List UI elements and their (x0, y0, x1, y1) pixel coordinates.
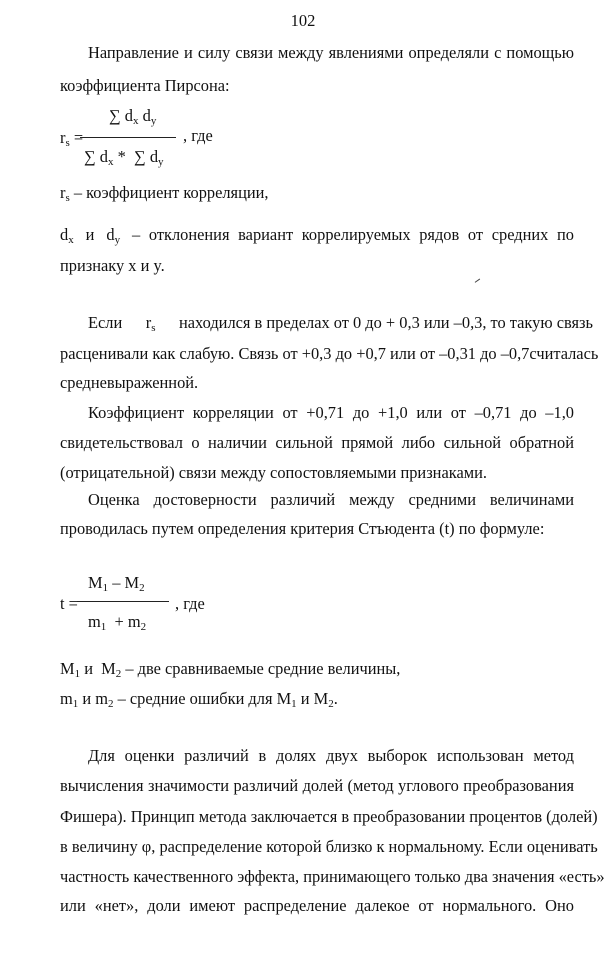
para-rs-line-3: средневыраженной. (60, 373, 199, 392)
pearson-fraction-bar (80, 137, 176, 138)
pearson-numerator: ∑ $d_x$ $d_y$ (109, 106, 157, 127)
def-d-dy: $d_y$ (106, 225, 121, 246)
pearson-lhs: $r_s$ = (60, 128, 84, 149)
def-m: $m_1$ и $m_2$ – средние ошибки для $M_1$ и $M_2$. (60, 689, 338, 710)
intro-line-2: коэффициента Пирсона: (60, 76, 230, 95)
para-corr-line-3: (отрицательной) связи между сопостовляемыми признаками. (60, 463, 487, 482)
t-fraction-bar (77, 601, 169, 602)
para-fisher-line-2: вычисления значимости различий долей (метод углового преобразования (60, 776, 574, 795)
t-numerator: $M_1 - M_2$ (88, 573, 145, 594)
para-corr-line-2: свидетельствовал о наличии сильной прямой либо сильной обратной (60, 433, 574, 452)
para-rs-line-2: расценивали как слабую. Связь от +0,3 до +0,7 или от –0,31 до –0,7считалась (60, 344, 599, 363)
para-fisher-line-1: Для оценки различий в долях двух выборок использован метод (88, 746, 574, 765)
def-d-line-2: признаку x и y. (60, 256, 165, 275)
pearson-where: , где (183, 126, 213, 145)
t-where: , где (175, 594, 205, 613)
t-lhs: t = (60, 594, 78, 613)
def-M: $M_1$ и $M_2$ – две сравниваемые средние величины, (60, 659, 401, 680)
t-denominator: $m_1 + m_2$ (88, 612, 147, 633)
para-student-line-1: Оценка достоверности различий между средними величинами (88, 490, 574, 509)
para-fisher-line-5: частность качественного эффекта, принимающего только два значения «есть» (60, 867, 605, 886)
pearson-denominator: ∑ $d_x$ * ∑ $d_y$ (84, 147, 164, 168)
para-corr-line-1: Коэффициент корреляции от +0,71 до +1,0 или от –0,71 до –1,0 (88, 403, 574, 422)
para-fisher-line-6: или «нет», доли имеют распределение далекое от нормального. Оно (60, 896, 574, 915)
para-rs-line-1: Если $r_s$ находился в пределах от 0 до + 0,3 или –0,3, то такую связь (88, 313, 593, 334)
stray-mark (475, 279, 482, 285)
intro-line-1: Направление и силу связи между явлениями определяли с помощью (88, 43, 574, 62)
page-number: 102 (290, 11, 316, 30)
def-rs: $r_s$ – коэффициент корреляции, (60, 183, 269, 204)
para-fisher-line-3: Фишера). Принцип метода заключается в преобразовании процентов (долей) (60, 807, 598, 826)
para-fisher-line-4: в величину φ, распределение которой близко к нормальному. Если оценивать (60, 837, 598, 856)
para-student-line-2: проводилась путем определения критерия Стъюдента (t) по формуле: (60, 519, 545, 538)
def-d-dx: $d_x$ (60, 225, 74, 246)
def-d-line-1: $d_x$ и $d_y$ – отклонения вариант коррелируемых рядов от средних по (60, 225, 574, 246)
